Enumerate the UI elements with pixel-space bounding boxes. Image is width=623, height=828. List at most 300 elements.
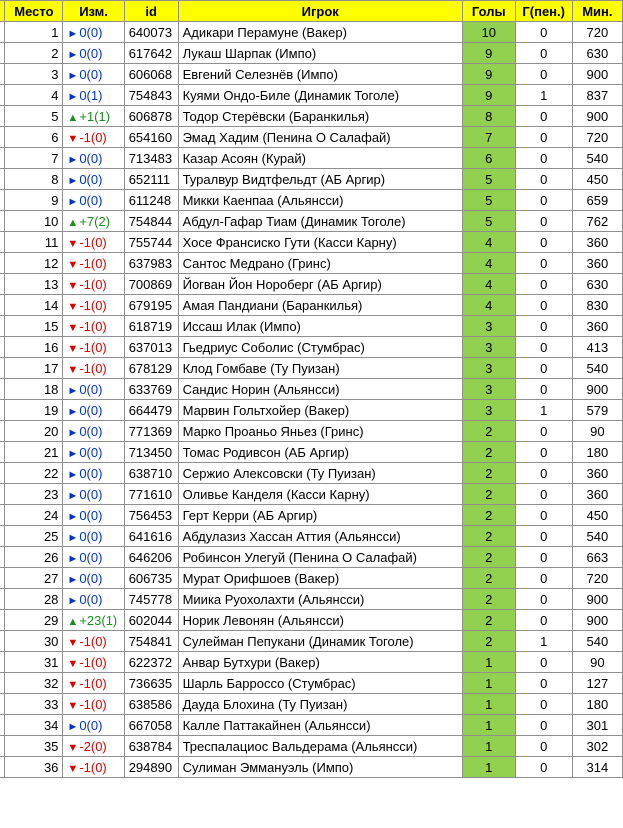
pen-cell[interactable]: 0 (515, 190, 572, 211)
pen-cell[interactable]: 0 (515, 442, 572, 463)
pen-cell[interactable]: 0 (515, 127, 572, 148)
change-cell[interactable] (63, 400, 124, 421)
min-cell[interactable]: 180 (572, 694, 622, 715)
player-cell[interactable]: Абдул-Гафар Тиам (Динамик Тоголе) (178, 211, 462, 232)
header-min[interactable]: Мин. (572, 1, 622, 22)
down-arrow-icon: ▼ (67, 132, 79, 145)
player-cell[interactable]: Мурат Орифшоев (Вакер) (178, 568, 462, 589)
right-arrow-icon: ► (67, 195, 79, 208)
goals-cell[interactable]: 2 (462, 589, 515, 610)
pen-cell[interactable]: 0 (515, 358, 572, 379)
pen-cell[interactable]: 1 (515, 631, 572, 652)
place-cell[interactable]: 16 (5, 337, 63, 358)
goals-cell[interactable]: 1 (462, 715, 515, 736)
place-cell[interactable]: 26 (5, 547, 63, 568)
player-cell[interactable]: Куями Ондо-Биле (Динамик Тоголе) (178, 85, 462, 106)
min-cell[interactable]: 630 (572, 43, 622, 64)
place-cell[interactable]: 30 (5, 631, 63, 652)
player-cell[interactable]: Треспалациос Вальдерама (Альянсси) (178, 736, 462, 757)
id-cell[interactable]: 294890 (124, 757, 178, 778)
id-cell[interactable]: 606878 (124, 106, 178, 127)
pen-cell[interactable]: 0 (515, 106, 572, 127)
player-cell[interactable]: Йогван Йон Норoберг (АБ Аргир) (178, 274, 462, 295)
min-cell[interactable]: 360 (572, 316, 622, 337)
player-cell[interactable]: Лукаш Шарпак (Импо) (178, 43, 462, 64)
min-cell[interactable]: 360 (572, 484, 622, 505)
player-cell[interactable]: Адикари Перамуне (Вакер) (178, 22, 462, 43)
id-cell[interactable]: 654160 (124, 127, 178, 148)
pen-cell[interactable]: 0 (515, 316, 572, 337)
place-cell[interactable]: 19 (5, 400, 63, 421)
place-cell[interactable]: 21 (5, 442, 63, 463)
player-cell[interactable]: Амая Пандиани (Баранкилья) (178, 295, 462, 316)
goals-cell[interactable]: 1 (462, 694, 515, 715)
change-cell[interactable] (63, 190, 124, 211)
min-cell[interactable]: 540 (572, 631, 622, 652)
id-cell[interactable]: 606735 (124, 568, 178, 589)
goals-cell[interactable]: 3 (462, 358, 515, 379)
player-cell[interactable]: Сантос Медрано (Гринс) (178, 253, 462, 274)
min-cell[interactable]: 360 (572, 253, 622, 274)
id-cell[interactable]: 664479 (124, 400, 178, 421)
change-cell[interactable] (63, 421, 124, 442)
change-cell[interactable] (63, 442, 124, 463)
down-arrow-icon: ▼ (67, 678, 79, 691)
change-cell[interactable] (63, 631, 124, 652)
pen-cell[interactable]: 0 (515, 547, 572, 568)
place-cell[interactable]: 28 (5, 589, 63, 610)
min-cell[interactable]: 360 (572, 463, 622, 484)
goals-cell[interactable]: 2 (462, 610, 515, 631)
player-cell[interactable]: Иссаш Илак (Импо) (178, 316, 462, 337)
change-cell[interactable] (63, 757, 124, 778)
id-cell[interactable]: 637983 (124, 253, 178, 274)
id-cell[interactable]: 755744 (124, 232, 178, 253)
change-cell[interactable] (63, 736, 124, 757)
min-cell[interactable]: 90 (572, 421, 622, 442)
change-cell[interactable] (63, 610, 124, 631)
player-cell[interactable]: Сулиман Эммануэль (Импо) (178, 757, 462, 778)
change-cell[interactable] (63, 505, 124, 526)
place-cell[interactable]: 1 (5, 22, 63, 43)
change-cell[interactable] (63, 463, 124, 484)
change-cell[interactable] (63, 295, 124, 316)
pen-cell[interactable]: 0 (515, 295, 572, 316)
change-value: 0(0) (79, 423, 103, 439)
change-cell[interactable] (63, 274, 124, 295)
pen-cell[interactable]: 0 (515, 505, 572, 526)
change-cell[interactable] (63, 253, 124, 274)
pen-cell[interactable]: 0 (515, 484, 572, 505)
change-cell[interactable] (63, 526, 124, 547)
min-cell[interactable]: 720 (572, 127, 622, 148)
min-cell[interactable]: 837 (572, 85, 622, 106)
min-cell[interactable]: 180 (572, 442, 622, 463)
goals-cell[interactable]: 3 (462, 400, 515, 421)
table-row (0, 127, 623, 148)
id-cell[interactable]: 771610 (124, 484, 178, 505)
right-arrow-icon: ► (67, 510, 79, 523)
min-cell[interactable]: 762 (572, 211, 622, 232)
place-cell[interactable]: 2 (5, 43, 63, 64)
player-cell[interactable]: Марко Проаньо Яньез (Гринс) (178, 421, 462, 442)
pen-cell[interactable]: 0 (515, 274, 572, 295)
change-value: 0(0) (79, 192, 103, 208)
goals-cell[interactable]: 4 (462, 274, 515, 295)
player-cell[interactable]: Шарль Барроссо (Стумбрас) (178, 673, 462, 694)
change-cell[interactable] (63, 715, 124, 736)
place-cell[interactable]: 24 (5, 505, 63, 526)
header-change[interactable]: Изм. (63, 1, 124, 22)
player-cell[interactable]: Оливье Канделя (Касси Карну) (178, 484, 462, 505)
place-cell[interactable]: 4 (5, 85, 63, 106)
place-cell[interactable]: 17 (5, 358, 63, 379)
id-cell[interactable]: 622372 (124, 652, 178, 673)
id-cell[interactable]: 637013 (124, 337, 178, 358)
min-cell[interactable]: 450 (572, 169, 622, 190)
pen-cell[interactable]: 0 (515, 148, 572, 169)
table-row (0, 757, 623, 778)
min-cell[interactable]: 720 (572, 568, 622, 589)
pen-cell[interactable]: 1 (515, 400, 572, 421)
change-cell[interactable] (63, 673, 124, 694)
goals-cell[interactable]: 1 (462, 736, 515, 757)
pen-cell[interactable]: 0 (515, 673, 572, 694)
goals-cell[interactable]: 3 (462, 316, 515, 337)
place-cell[interactable]: 14 (5, 295, 63, 316)
goals-cell[interactable]: 2 (462, 484, 515, 505)
id-cell[interactable]: 606068 (124, 64, 178, 85)
goals-cell[interactable]: 2 (462, 463, 515, 484)
id-cell[interactable]: 618719 (124, 316, 178, 337)
up-arrow-icon: ▲ (67, 216, 79, 229)
goals-cell[interactable]: 2 (462, 421, 515, 442)
table-row (0, 43, 623, 64)
min-cell[interactable]: 540 (572, 526, 622, 547)
table-row (0, 610, 623, 631)
id-cell[interactable]: 611248 (124, 190, 178, 211)
id-cell[interactable]: 641616 (124, 526, 178, 547)
min-cell[interactable]: 360 (572, 232, 622, 253)
min-cell[interactable]: 127 (572, 673, 622, 694)
change-value: -1(0) (79, 633, 107, 649)
player-cell[interactable]: Евгений Селезнёв (Импо) (178, 64, 462, 85)
id-cell[interactable]: 736635 (124, 673, 178, 694)
goals-cell[interactable]: 5 (462, 169, 515, 190)
min-cell[interactable]: 579 (572, 400, 622, 421)
id-cell[interactable]: 667058 (124, 715, 178, 736)
place-cell[interactable]: 33 (5, 694, 63, 715)
change-cell[interactable] (63, 232, 124, 253)
pen-cell[interactable]: 0 (515, 463, 572, 484)
change-cell[interactable] (63, 43, 124, 64)
goals-cell[interactable]: 1 (462, 673, 515, 694)
min-cell[interactable]: 413 (572, 337, 622, 358)
goals-cell[interactable]: 3 (462, 337, 515, 358)
goals-cell[interactable]: 2 (462, 442, 515, 463)
pen-cell[interactable]: 0 (515, 22, 572, 43)
id-cell[interactable]: 602044 (124, 610, 178, 631)
header-goals[interactable]: Голы (462, 1, 515, 22)
header-player[interactable]: Игрок (178, 1, 462, 22)
goals-cell[interactable]: 7 (462, 127, 515, 148)
change-cell[interactable] (63, 85, 124, 106)
id-cell[interactable]: 754843 (124, 85, 178, 106)
min-cell[interactable]: 540 (572, 358, 622, 379)
pen-cell[interactable]: 0 (515, 589, 572, 610)
player-cell[interactable]: Казар Асоян (Курай) (178, 148, 462, 169)
min-cell[interactable]: 314 (572, 757, 622, 778)
place-cell[interactable]: 7 (5, 148, 63, 169)
id-cell[interactable]: 713483 (124, 148, 178, 169)
pen-cell[interactable]: 0 (515, 610, 572, 631)
min-cell[interactable]: 540 (572, 148, 622, 169)
change-value: 0(0) (79, 486, 103, 502)
goals-cell[interactable]: 5 (462, 211, 515, 232)
pen-cell[interactable]: 0 (515, 736, 572, 757)
id-cell[interactable]: 678129 (124, 358, 178, 379)
place-cell[interactable]: 35 (5, 736, 63, 757)
place-cell[interactable]: 18 (5, 379, 63, 400)
place-cell[interactable]: 5 (5, 106, 63, 127)
player-cell[interactable]: Робинсон Улегуй (Пенина О Салафай) (178, 547, 462, 568)
down-arrow-icon: ▼ (67, 699, 79, 712)
pen-cell[interactable]: 0 (515, 757, 572, 778)
player-cell[interactable]: Норик Левонян (Альянсси) (178, 610, 462, 631)
down-arrow-icon: ▼ (67, 279, 79, 292)
table-row (0, 274, 623, 295)
id-cell[interactable]: 679195 (124, 295, 178, 316)
place-cell[interactable]: 9 (5, 190, 63, 211)
change-value: 0(0) (79, 402, 103, 418)
change-cell[interactable] (63, 211, 124, 232)
pen-cell[interactable]: 0 (515, 715, 572, 736)
pen-cell[interactable]: 0 (515, 526, 572, 547)
down-arrow-icon: ▼ (67, 657, 79, 670)
id-cell[interactable]: 638586 (124, 694, 178, 715)
right-arrow-icon: ► (67, 447, 79, 460)
player-cell[interactable]: Дауда Блохина (Ту Пуизан) (178, 694, 462, 715)
place-cell[interactable]: 36 (5, 757, 63, 778)
player-cell[interactable]: Гьедриус Соболис (Стумбрас) (178, 337, 462, 358)
place-cell[interactable]: 20 (5, 421, 63, 442)
player-cell[interactable]: Клод Гомбаве (Ту Пуизан) (178, 358, 462, 379)
id-cell[interactable]: 754844 (124, 211, 178, 232)
min-cell[interactable]: 900 (572, 106, 622, 127)
table-row (0, 421, 623, 442)
id-cell[interactable]: 745778 (124, 589, 178, 610)
change-value: 0(1) (79, 87, 103, 103)
id-cell[interactable]: 640073 (124, 22, 178, 43)
goals-cell[interactable]: 2 (462, 547, 515, 568)
change-value: 0(0) (79, 717, 103, 733)
id-cell[interactable]: 700869 (124, 274, 178, 295)
goals-cell[interactable]: 8 (462, 106, 515, 127)
goals-cell[interactable]: 4 (462, 295, 515, 316)
goals-cell[interactable]: 2 (462, 568, 515, 589)
id-cell[interactable]: 638784 (124, 736, 178, 757)
goals-cell[interactable]: 2 (462, 631, 515, 652)
min-cell[interactable]: 302 (572, 736, 622, 757)
change-value: +23(1) (79, 612, 118, 628)
place-cell[interactable]: 12 (5, 253, 63, 274)
player-cell[interactable]: Миика Руохолахти (Альянсси) (178, 589, 462, 610)
place-cell[interactable]: 34 (5, 715, 63, 736)
pen-cell[interactable]: 0 (515, 694, 572, 715)
place-cell[interactable]: 8 (5, 169, 63, 190)
min-cell[interactable]: 301 (572, 715, 622, 736)
pen-cell[interactable]: 1 (515, 85, 572, 106)
goals-cell[interactable]: 4 (462, 253, 515, 274)
table-row (0, 106, 623, 127)
change-cell[interactable] (63, 316, 124, 337)
player-cell[interactable]: Томас Родивсон (АБ Аргир) (178, 442, 462, 463)
place-cell[interactable]: 6 (5, 127, 63, 148)
right-arrow-icon: ► (67, 27, 79, 40)
place-cell[interactable]: 11 (5, 232, 63, 253)
player-cell[interactable]: Тодор Стерёвски (Баранкилья) (178, 106, 462, 127)
goals-cell[interactable]: 6 (462, 148, 515, 169)
player-cell[interactable]: Калле Паттакайнен (Альянсси) (178, 715, 462, 736)
id-cell[interactable]: 771369 (124, 421, 178, 442)
id-cell[interactable]: 652111 (124, 169, 178, 190)
goals-cell[interactable]: 1 (462, 652, 515, 673)
goals-cell[interactable]: 9 (462, 64, 515, 85)
change-value: 0(0) (79, 507, 103, 523)
place-cell[interactable]: 13 (5, 274, 63, 295)
min-cell[interactable]: 630 (572, 274, 622, 295)
table-row (0, 22, 623, 43)
change-cell[interactable] (63, 589, 124, 610)
id-cell[interactable]: 638710 (124, 463, 178, 484)
player-cell[interactable]: Эмад Хадим (Пенина О Салафай) (178, 127, 462, 148)
goals-cell[interactable]: 1 (462, 757, 515, 778)
down-arrow-icon: ▼ (67, 237, 79, 250)
pen-cell[interactable]: 0 (515, 421, 572, 442)
player-cell[interactable]: Хосе Франсиско Гути (Касси Карну) (178, 232, 462, 253)
min-cell[interactable]: 90 (572, 652, 622, 673)
pen-cell[interactable]: 0 (515, 232, 572, 253)
goals-cell[interactable]: 9 (462, 85, 515, 106)
player-cell[interactable]: Абдулазиз Хассан Аттия (Альянсси) (178, 526, 462, 547)
player-cell[interactable]: Сандис Норин (Альянсси) (178, 379, 462, 400)
player-cell[interactable]: Туралвур Видтфельдт (АБ Аргир) (178, 169, 462, 190)
pen-cell[interactable]: 0 (515, 211, 572, 232)
goals-cell[interactable]: 10 (462, 22, 515, 43)
min-cell[interactable]: 830 (572, 295, 622, 316)
down-arrow-icon: ▼ (67, 762, 79, 775)
id-cell[interactable]: 713450 (124, 442, 178, 463)
goals-cell[interactable]: 9 (462, 43, 515, 64)
table-row (0, 715, 623, 736)
table-row (0, 169, 623, 190)
player-cell[interactable]: Герт Керри (АБ Аргир) (178, 505, 462, 526)
id-cell[interactable]: 633769 (124, 379, 178, 400)
player-cell[interactable]: Микки Каенпаа (Альянсси) (178, 190, 462, 211)
place-cell[interactable]: 27 (5, 568, 63, 589)
header-place[interactable]: Место (5, 1, 63, 22)
min-cell[interactable]: 663 (572, 547, 622, 568)
change-cell[interactable] (63, 358, 124, 379)
table-row (0, 148, 623, 169)
change-cell[interactable] (63, 484, 124, 505)
place-cell[interactable]: 15 (5, 316, 63, 337)
id-cell[interactable]: 756453 (124, 505, 178, 526)
goals-cell[interactable]: 2 (462, 526, 515, 547)
player-cell[interactable]: Сержио Алексовски (Ту Пуизан) (178, 463, 462, 484)
pen-cell[interactable]: 0 (515, 64, 572, 85)
id-cell[interactable]: 646206 (124, 547, 178, 568)
down-arrow-icon: ▼ (67, 342, 79, 355)
min-cell[interactable]: 720 (572, 22, 622, 43)
change-cell[interactable] (63, 547, 124, 568)
change-cell[interactable] (63, 127, 124, 148)
change-value: -1(0) (79, 360, 107, 376)
place-cell[interactable]: 10 (5, 211, 63, 232)
place-cell[interactable]: 25 (5, 526, 63, 547)
change-cell[interactable] (63, 169, 124, 190)
place-cell[interactable]: 31 (5, 652, 63, 673)
change-value: -1(0) (79, 654, 107, 670)
change-cell[interactable] (63, 379, 124, 400)
table-row (0, 232, 623, 253)
pen-cell[interactable]: 0 (515, 253, 572, 274)
goals-cell[interactable]: 3 (462, 379, 515, 400)
id-cell[interactable]: 617642 (124, 43, 178, 64)
pen-cell[interactable]: 0 (515, 568, 572, 589)
id-cell[interactable]: 754841 (124, 631, 178, 652)
min-cell[interactable]: 900 (572, 64, 622, 85)
pen-cell[interactable]: 0 (515, 379, 572, 400)
table-row (0, 316, 623, 337)
header-pen[interactable]: Г(пен.) (515, 1, 572, 22)
player-cell[interactable]: Анвар Бутхури (Вакер) (178, 652, 462, 673)
min-cell[interactable]: 450 (572, 505, 622, 526)
header-id[interactable]: id (124, 1, 178, 22)
change-cell[interactable] (63, 148, 124, 169)
place-cell[interactable]: 29 (5, 610, 63, 631)
change-cell[interactable] (63, 652, 124, 673)
goals-cell[interactable]: 2 (462, 505, 515, 526)
goals-cell[interactable]: 4 (462, 232, 515, 253)
place-cell[interactable]: 23 (5, 484, 63, 505)
pen-cell[interactable]: 0 (515, 169, 572, 190)
min-cell[interactable]: 900 (572, 589, 622, 610)
player-cell[interactable]: Марвин Гольтхойер (Вакер) (178, 400, 462, 421)
place-cell[interactable]: 3 (5, 64, 63, 85)
min-cell[interactable]: 900 (572, 379, 622, 400)
goals-cell[interactable]: 5 (462, 190, 515, 211)
pen-cell[interactable]: 0 (515, 43, 572, 64)
min-cell[interactable]: 900 (572, 610, 622, 631)
change-cell[interactable] (63, 106, 124, 127)
right-arrow-icon: ► (67, 90, 79, 103)
change-cell[interactable] (63, 64, 124, 85)
change-value: 0(0) (79, 24, 103, 40)
change-cell[interactable] (63, 568, 124, 589)
place-cell[interactable]: 32 (5, 673, 63, 694)
pen-cell[interactable]: 0 (515, 337, 572, 358)
change-value: -1(0) (79, 297, 107, 313)
player-cell[interactable]: Сулейман Пепукани (Динамик Тоголе) (178, 631, 462, 652)
change-cell[interactable] (63, 337, 124, 358)
change-cell[interactable] (63, 22, 124, 43)
change-value: -1(0) (79, 129, 107, 145)
place-cell[interactable]: 22 (5, 463, 63, 484)
min-cell[interactable]: 659 (572, 190, 622, 211)
change-cell[interactable] (63, 694, 124, 715)
pen-cell[interactable]: 0 (515, 652, 572, 673)
